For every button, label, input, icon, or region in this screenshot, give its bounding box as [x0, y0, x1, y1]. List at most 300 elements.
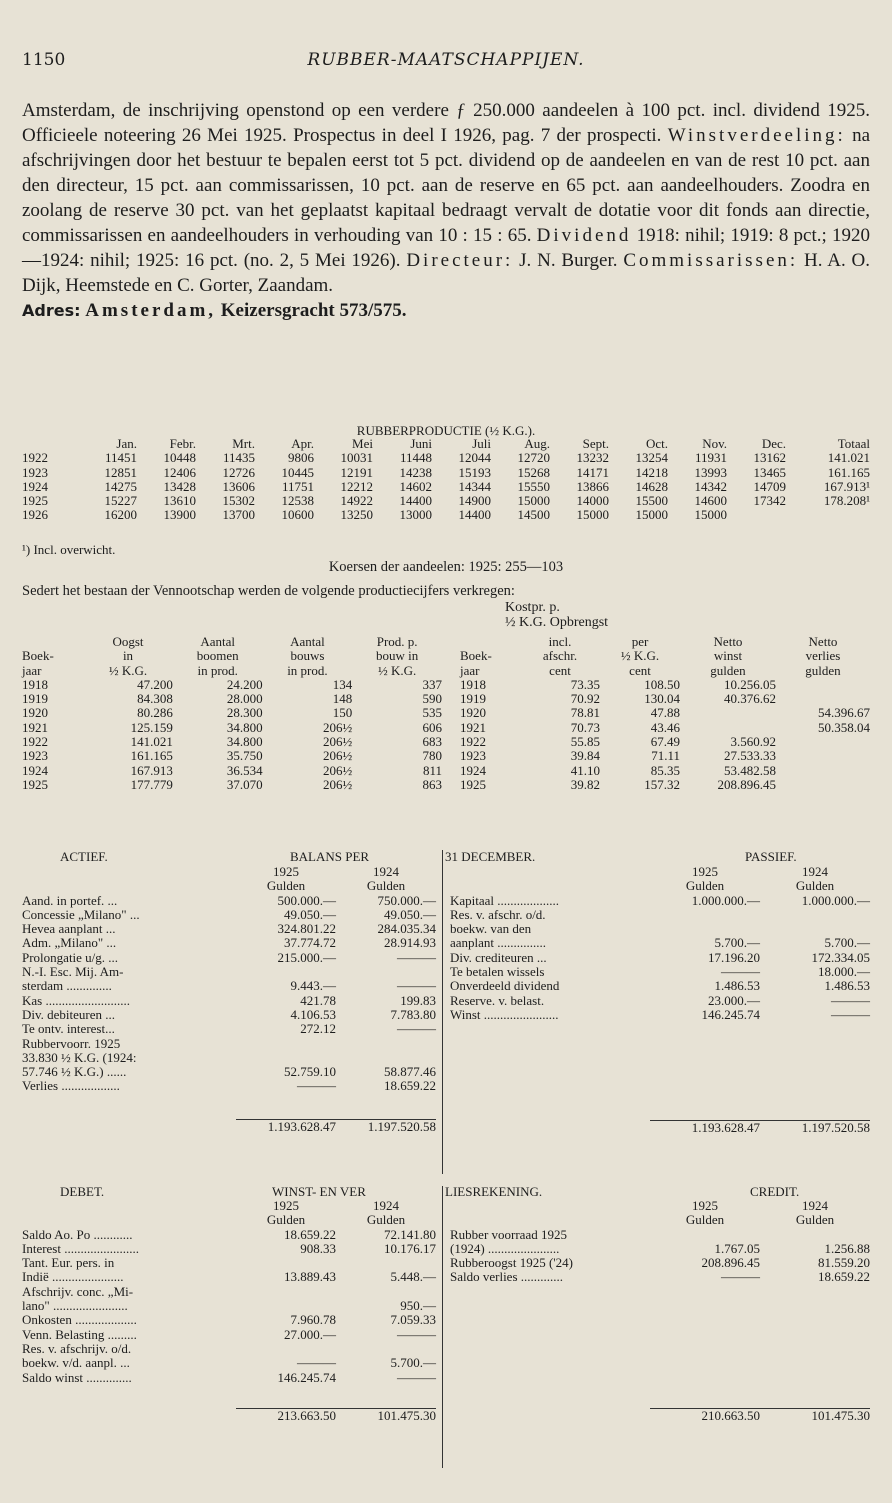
production-title: RUBBERPRODUCTIE (½ K.G.). — [356, 423, 536, 438]
ledger-unit-row — [450, 879, 870, 893]
yield-table-right — [460, 635, 870, 792]
value-1924: ——— — [397, 949, 436, 965]
value-cell: 84.308 — [137, 691, 173, 707]
yield-row — [22, 678, 442, 692]
ledger-row — [450, 951, 870, 965]
column-header: Febr. — [169, 436, 196, 451]
ledger-row — [22, 894, 436, 908]
value-cell: 13162 — [753, 450, 786, 466]
value-cell: 39.84 — [570, 748, 600, 764]
ledger-row — [22, 965, 436, 979]
column-header: Totaal — [837, 436, 870, 451]
value-1925: ——— — [297, 1078, 336, 1094]
year-header: 1925 — [692, 864, 718, 879]
row-label: Saldo verlies ............. — [450, 1269, 564, 1285]
value-cell: 17342 — [753, 493, 786, 509]
value-1924: ——— — [397, 1021, 436, 1037]
intro-text-1: Amsterdam, de inschrijving openstond op een verdere ƒ 250.000 aandeelen à 100 pct. incl. dividend 1925. Officieele noteering 26 Mei 1925. Prospectus in deel I 1926, pag. 7 der prospecti. — [22, 100, 870, 146]
value-cell: 811 — [422, 762, 442, 778]
column-header: Nov. — [702, 436, 727, 451]
value-1925: 9.443.— — [290, 978, 336, 994]
value-1925 — [236, 1256, 336, 1270]
actief-label: ACTIEF. — [60, 849, 108, 864]
value-1924 — [336, 1037, 436, 1051]
value-1925: 37.774.72 — [284, 935, 336, 951]
row-label: Concessie „Milano" ... — [22, 906, 140, 922]
ledger-total-row — [22, 1409, 436, 1427]
page-number: 1150 — [22, 50, 66, 70]
kostprijs-heading: Kostpr. p. — [505, 600, 560, 615]
value-1925 — [650, 1228, 760, 1242]
ledger-row — [22, 1285, 436, 1299]
year-cell: 1924 — [22, 478, 48, 494]
yield-header-row — [22, 635, 442, 649]
value-1924: 28.914.93 — [384, 935, 436, 951]
opbrengst-heading: ½ K.G. Opbrengst — [505, 615, 609, 630]
value-cell — [776, 778, 870, 792]
column-header: boomen — [196, 648, 239, 664]
value-1924: 49.050.— — [384, 906, 436, 922]
production-row — [22, 508, 870, 522]
value-cell: 12851 — [104, 464, 137, 480]
value-cell: 14500 — [517, 507, 550, 523]
ledger-row — [22, 1037, 436, 1051]
column-header: cent — [629, 662, 651, 678]
row-label: Saldo winst .............. — [22, 1369, 132, 1385]
row-label: Kas .......................... — [22, 992, 130, 1008]
value-cell: 206½ — [323, 776, 353, 792]
value-cell: 206½ — [323, 719, 353, 735]
ledger-row — [450, 922, 870, 936]
value-cell: 14218 — [635, 464, 668, 480]
value-cell: 12538 — [281, 493, 314, 509]
ledger-row — [22, 1256, 436, 1270]
yield-row — [22, 706, 442, 720]
value-cell: 40.376.62 — [724, 691, 776, 707]
row-label: boekw. van den — [450, 921, 532, 937]
row-label: Res. v. afschr. o/d. — [450, 906, 546, 922]
row-label: Aand. in portef. ... — [22, 892, 118, 908]
value-1925: 215.000.— — [277, 949, 336, 965]
value-1925 — [236, 1051, 336, 1065]
row-label: Afschrijv. conc. „Mi- — [22, 1283, 134, 1299]
ledger-row — [22, 1065, 436, 1079]
value-1924: ——— — [397, 978, 436, 994]
row-label: Rubbervoorr. 1925 — [22, 1035, 121, 1051]
value-1924: 5.700.— — [390, 1355, 436, 1371]
ledger-row — [22, 1342, 436, 1356]
column-header: Juni — [410, 436, 432, 451]
value-cell: 12044 — [458, 450, 491, 466]
address-city: Amsterdam, — [85, 300, 217, 321]
value-cell: 15550 — [517, 478, 550, 494]
value-1924: 5.700.— — [824, 935, 870, 951]
yield-row — [460, 678, 870, 692]
sedert-line: Sedert het bestaan der Vennootschap werden de volgende productiecijfers verkregen: — [22, 583, 515, 599]
unit-header: Gulden — [685, 1212, 725, 1228]
value-1924 — [336, 1256, 436, 1270]
winst-title-right: LIESREKENING. — [445, 1184, 543, 1199]
credit-label: CREDIT. — [750, 1184, 800, 1199]
unit-header: Gulden — [795, 1212, 835, 1228]
actief-table — [22, 865, 436, 1138]
value-cell — [776, 735, 870, 749]
address-line — [22, 298, 870, 323]
yield-header-row — [460, 635, 870, 649]
column-header: Mei — [352, 436, 373, 451]
row-label: Te betalen wissels — [450, 964, 545, 980]
row-label: N.-I. Esc. Mij. Am- — [22, 964, 124, 980]
ledger-total-row — [450, 1120, 870, 1138]
directeur-label: Directeur: — [406, 250, 514, 271]
row-label: Rubber voorraad 1925 — [450, 1226, 567, 1242]
value-cell: 141.021 — [130, 734, 173, 750]
column-header: Apr. — [291, 436, 314, 451]
column-header: incl. — [548, 634, 572, 649]
value-1924: 81.559.20 — [818, 1255, 870, 1271]
value-cell: 337 — [422, 676, 442, 692]
column-header: in prod. — [197, 662, 238, 678]
page-header — [22, 50, 870, 72]
value-cell: 13232 — [576, 450, 609, 466]
column-header: in — [122, 648, 134, 664]
year-header: 1925 — [692, 1198, 718, 1213]
value-1925: 324.801.22 — [277, 921, 336, 937]
spacer-row — [22, 1385, 436, 1409]
winstverdeeling-label: Winstverdeeling: — [667, 125, 846, 146]
value-1924 — [760, 908, 870, 922]
value-1925: 13.889.43 — [284, 1269, 336, 1285]
ledger-row — [450, 1256, 870, 1270]
column-header: afschr. — [542, 648, 578, 664]
value-cell: 1920 — [22, 705, 48, 721]
value-cell: 161.165 — [130, 748, 173, 764]
value-cell: 71.11 — [651, 748, 680, 764]
yield-row — [22, 721, 442, 735]
year-header: 1924 — [373, 1198, 399, 1213]
value-1924 — [336, 1051, 436, 1065]
value-1924: 7.783.80 — [390, 1006, 436, 1022]
value-1924: 5.448.— — [390, 1269, 436, 1285]
value-cell: 10600 — [281, 507, 314, 523]
production-header-row — [22, 437, 870, 451]
value-1925: 23.000.— — [708, 992, 760, 1008]
value-cell: 14602 — [399, 478, 432, 494]
column-header: Sept. — [582, 436, 609, 451]
ledger-year-row — [22, 1199, 436, 1213]
yield-header-row — [460, 649, 870, 663]
value-1925 — [650, 922, 760, 936]
value-cell: 14400 — [399, 493, 432, 509]
value-cell: 34.800 — [226, 719, 263, 735]
value-1924: 1.000.000.— — [801, 892, 870, 908]
spacer-row — [22, 1094, 436, 1120]
value-1925 — [236, 1285, 336, 1299]
production-table — [22, 437, 870, 523]
value-cell: 780 — [422, 748, 442, 764]
value-1925 — [236, 965, 336, 979]
value-cell: 47.200 — [137, 676, 173, 692]
ledger-row — [22, 1371, 436, 1385]
ledger-row — [22, 1356, 436, 1370]
yield-row — [22, 692, 442, 706]
year-cell: 1926 — [22, 507, 48, 523]
value-1925: 27.000.— — [284, 1326, 336, 1342]
ledger-row — [450, 1242, 870, 1256]
value-1925 — [236, 1037, 336, 1051]
ledger-row — [22, 994, 436, 1008]
column-header: ½ K.G. — [108, 662, 148, 678]
value-1925: 49.050.— — [284, 906, 336, 922]
value-1925: 272.12 — [300, 1021, 336, 1037]
value-cell: 1919 — [22, 691, 48, 707]
column-header: Netto — [713, 634, 743, 649]
value-cell: 1923 — [22, 748, 48, 764]
ledger-row — [22, 1299, 436, 1313]
value-cell: 1918 — [22, 676, 48, 692]
yield-row — [22, 778, 442, 792]
value-cell: 167.913¹ — [823, 478, 870, 494]
row-label: Reserve. v. belast. — [450, 992, 545, 1008]
column-header: jaar — [460, 662, 480, 678]
description-paragraph — [22, 98, 870, 298]
value-cell: 14275 — [104, 478, 137, 494]
value-cell: 177.779 — [130, 776, 173, 792]
value-1924: 750.000.— — [377, 892, 436, 908]
row-label: Adm. „Milano" ... — [22, 935, 117, 951]
intro-text-4: J. N. Burger. — [513, 250, 624, 271]
value-1924: 950.— — [400, 1298, 436, 1314]
value-cell: 9806 — [288, 450, 314, 466]
value-cell: 13428 — [163, 478, 196, 494]
row-label: Hevea aanplant ... — [22, 921, 116, 937]
value-cell — [776, 749, 870, 763]
column-header: in prod. — [287, 662, 328, 678]
value-1925 — [236, 1342, 336, 1356]
value-cell: 53.482.58 — [724, 762, 776, 778]
value-cell: 150 — [332, 705, 353, 721]
value-cell: 161.165 — [827, 464, 870, 480]
column-header: bouw in — [376, 648, 419, 664]
value-1924 — [336, 1285, 436, 1299]
passief-table — [450, 865, 870, 1138]
ledger-row — [22, 1328, 436, 1342]
value-cell: 14600 — [694, 493, 727, 509]
row-label: Tant. Eur. pers. in — [22, 1255, 115, 1271]
value-1924: 18.000.— — [818, 964, 870, 980]
address-label: Adres: — [22, 301, 81, 320]
value-cell: 11448 — [399, 450, 432, 466]
yield-row — [460, 721, 870, 735]
unit-header: Gulden — [795, 878, 835, 894]
column-header: Aantal — [290, 634, 325, 649]
ledger-year-row — [450, 1199, 870, 1213]
value-cell: 10.256.05 — [724, 676, 776, 692]
value-1925: 421.78 — [300, 992, 336, 1008]
dividend-label: Dividend — [536, 225, 632, 246]
ledger-row — [450, 994, 870, 1008]
value-cell: 35.750 — [226, 748, 263, 764]
value-cell: 12406 — [163, 464, 196, 480]
value-1925: 52.759.10 — [284, 1064, 336, 1080]
ledger-row — [22, 1270, 436, 1284]
value-1925: 146.245.74 — [277, 1369, 336, 1385]
production-row — [22, 494, 870, 508]
column-header: ½ K.G. — [377, 662, 417, 678]
ledger-row — [450, 1270, 870, 1284]
column-header: bouws — [290, 648, 325, 664]
value-cell — [776, 764, 870, 778]
year-header: 1925 — [273, 1198, 299, 1213]
value-cell: 1924 — [460, 762, 486, 778]
production-row — [22, 466, 870, 480]
row-label: 57.746 ½ K.G.) ...... — [22, 1064, 127, 1080]
value-cell: 13250 — [340, 507, 373, 523]
value-cell: 15193 — [458, 464, 491, 480]
row-label: Te ontv. interest... — [22, 1021, 115, 1037]
value-cell: 606 — [422, 719, 442, 735]
unit-header: Gulden — [266, 1212, 306, 1228]
running-title: RUBBER-MAATSCHAPPIJEN. — [307, 50, 585, 70]
value-cell — [680, 721, 776, 735]
value-cell: 13900 — [163, 507, 196, 523]
value-1924: 1.256.88 — [824, 1240, 870, 1256]
total-1924: 101.475.30 — [377, 1408, 436, 1424]
column-header — [460, 635, 520, 649]
value-1925: 1.767.05 — [714, 1240, 760, 1256]
value-1925: 7.960.78 — [290, 1312, 336, 1328]
value-cell: 14238 — [399, 464, 432, 480]
ledger-year-row — [450, 865, 870, 879]
value-cell: 67.49 — [650, 734, 680, 750]
value-cell: 1923 — [460, 748, 486, 764]
year-header: 1925 — [273, 864, 299, 879]
ledger-row — [22, 922, 436, 936]
row-label: Indië ...................... — [22, 1269, 124, 1285]
ledger-row — [22, 1051, 436, 1065]
value-cell: 1921 — [460, 719, 486, 735]
row-label: boekw. v/d. aanpl. ... — [22, 1355, 130, 1371]
value-cell: 130.04 — [644, 691, 680, 707]
value-cell: 15227 — [104, 493, 137, 509]
value-cell: 14922 — [340, 493, 373, 509]
column-header: ½ K.G. — [620, 648, 660, 664]
row-label: Rubberoogst 1925 ('24) — [450, 1255, 573, 1271]
value-1924: 7.059.33 — [390, 1312, 436, 1328]
yield-row — [460, 735, 870, 749]
yield-header-row — [22, 664, 442, 678]
column-header: Aantal — [200, 634, 236, 649]
ledger-row — [22, 1228, 436, 1242]
production-row — [22, 480, 870, 494]
ledger-row — [22, 908, 436, 922]
column-header: Dec. — [761, 436, 786, 451]
value-cell: 1919 — [460, 691, 486, 707]
ledger-row — [450, 1228, 870, 1242]
value-cell: 73.35 — [570, 676, 600, 692]
yield-row — [22, 735, 442, 749]
column-header: gulden — [805, 662, 841, 678]
ledger-row — [22, 1079, 436, 1093]
column-header: gulden — [710, 662, 746, 678]
row-label: Interest ....................... — [22, 1240, 139, 1256]
row-label: Onkosten ................... — [22, 1312, 137, 1328]
value-1924: 172.334.05 — [811, 949, 870, 965]
year-cell: 1925 — [22, 493, 48, 509]
row-label: Prolongatie u/g. ... — [22, 949, 119, 965]
value-1924: 284.035.34 — [377, 921, 436, 937]
value-cell: 178.208¹ — [823, 493, 870, 509]
value-1925: ——— — [297, 1355, 336, 1371]
column-header: Boek- — [460, 648, 492, 664]
value-cell: 70.92 — [570, 691, 600, 707]
value-1924: ——— — [831, 992, 870, 1008]
value-cell — [680, 706, 776, 720]
ledger-unit-row — [450, 1213, 870, 1227]
value-1925: 18.659.22 — [284, 1226, 336, 1242]
total-1925: 213.663.50 — [277, 1408, 336, 1424]
value-cell: 15000 — [635, 507, 668, 523]
value-cell: 206½ — [323, 748, 353, 764]
value-cell: 11751 — [281, 478, 314, 494]
value-cell: 13866 — [576, 478, 609, 494]
passief-label: PASSIEF. — [745, 849, 797, 864]
total-1924: 101.475.30 — [811, 1408, 870, 1424]
value-cell: 1920 — [460, 705, 486, 721]
value-cell: 15000 — [517, 493, 550, 509]
column-header: Oct. — [645, 436, 668, 451]
unit-header: Gulden — [366, 878, 406, 894]
value-1925: ——— — [721, 1269, 760, 1285]
yield-table-left — [22, 635, 442, 792]
value-cell: 28.000 — [226, 691, 263, 707]
value-cell: 13000 — [399, 507, 432, 523]
value-1924: ——— — [397, 1326, 436, 1342]
yield-row — [460, 749, 870, 763]
value-cell: 14628 — [635, 478, 668, 494]
value-cell: 15500 — [635, 493, 668, 509]
row-label: Res. v. afschrijv. o/d. — [22, 1340, 132, 1356]
value-cell: 15000 — [576, 507, 609, 523]
ledger-row — [450, 965, 870, 979]
value-1925: 1.486.53 — [714, 978, 760, 994]
value-cell: 1924 — [22, 762, 48, 778]
unit-header: Gulden — [685, 878, 725, 894]
row-label: Venn. Belasting ......... — [22, 1326, 137, 1342]
value-cell: 37.070 — [226, 776, 263, 792]
value-cell: 13610 — [163, 493, 196, 509]
value-cell: 13700 — [222, 507, 255, 523]
ledger-total-row — [22, 1120, 436, 1138]
row-label: Saldo Ao. Po ............ — [22, 1226, 133, 1242]
winst-divider — [442, 1186, 443, 1468]
value-cell: 10445 — [281, 464, 314, 480]
total-1924: 1.197.520.58 — [367, 1119, 436, 1135]
value-cell: 157.32 — [644, 776, 680, 792]
value-cell: 15000 — [694, 507, 727, 523]
column-header: cent — [549, 662, 571, 678]
value-cell: 14000 — [576, 493, 609, 509]
value-cell: 28.300 — [226, 705, 263, 721]
column-header: Aug. — [524, 436, 550, 451]
column-header: Oogst — [112, 634, 144, 649]
column-header: Netto — [808, 634, 838, 649]
winst-title-left: WINST- EN VER — [272, 1184, 366, 1199]
value-1924: 18.659.22 — [384, 1078, 436, 1094]
value-cell: 134 — [332, 676, 353, 692]
credit-table — [450, 1199, 870, 1427]
value-cell: 50.358.04 — [818, 719, 870, 735]
